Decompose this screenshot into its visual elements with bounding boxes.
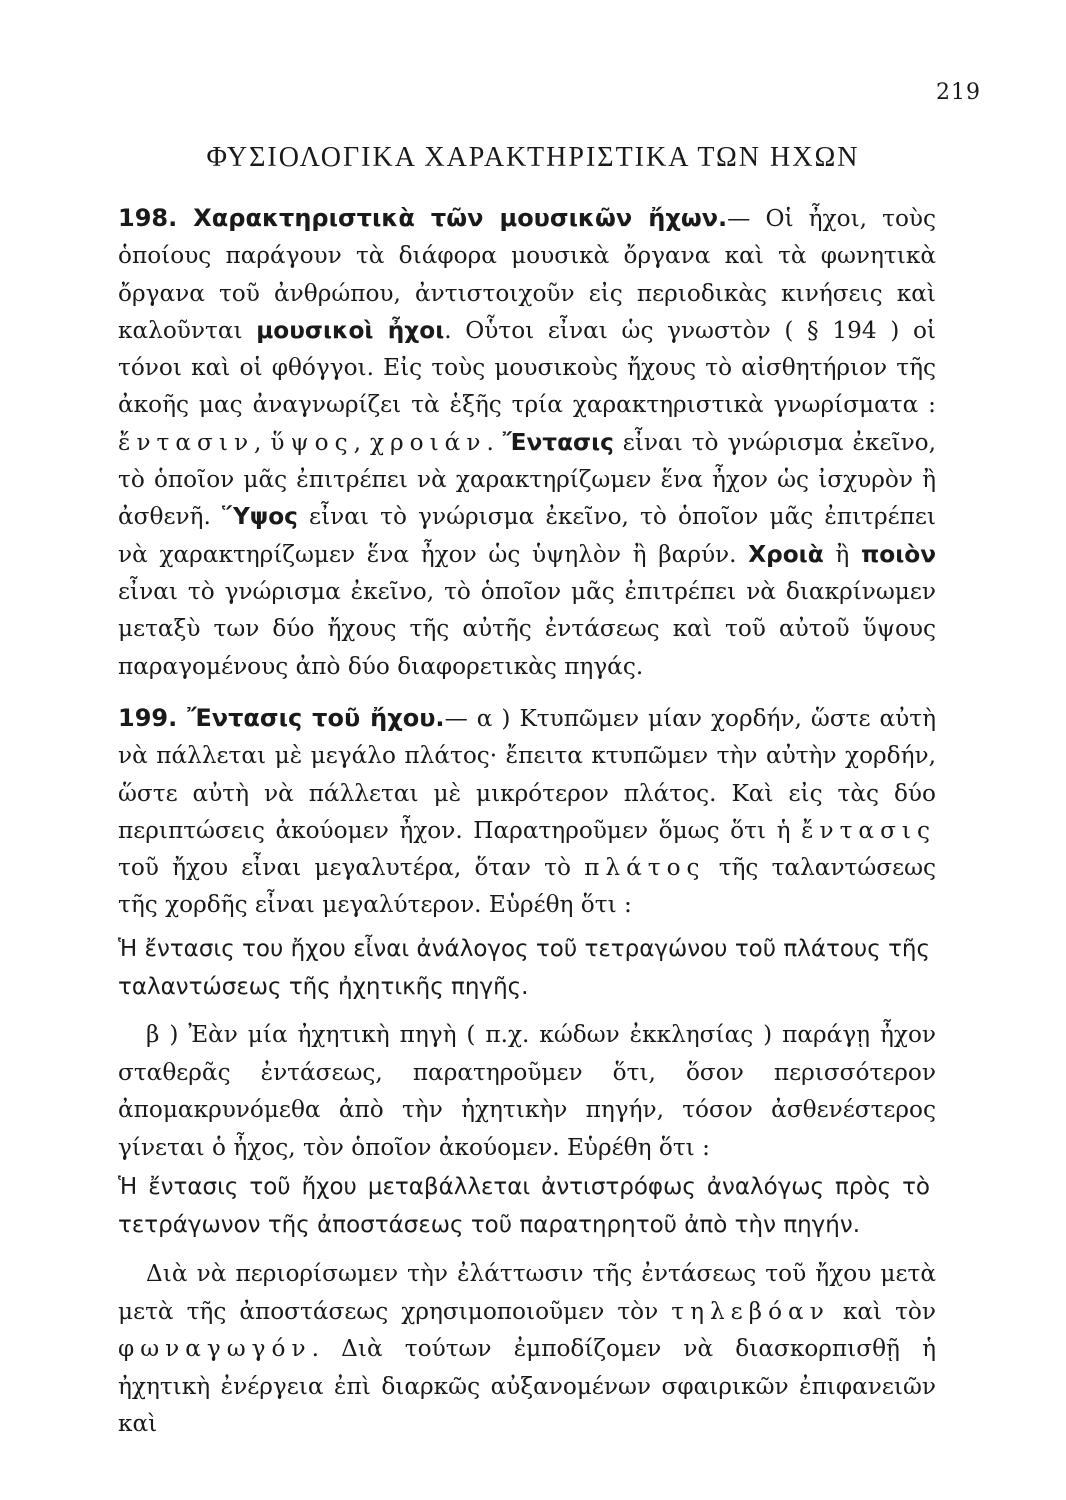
text-run: τῆς ταλαντώσεως τῆς χορδῆς εἶναι μεγαλύτερον. Εὑρέθη ὅτι : [118,854,937,919]
text-run: εἶναι τὸ γνώρισμα ἐκεῖνο, τὸ ὁποῖον μᾶς ἐπιτρέπει νὰ χαρακτηρίζωμεν ἕνα ἦχον ὡς ἰσχυρὸν ἢ ἀσθενῆ. [118,428,936,531]
text-run: . Οὗτοι εἶναι ὡς γνωστὸν ( § 194 ) οἱ τόνοι καὶ οἱ φθόγγοι. Εἰς τοὺς μουσικοὺς ἤχους τὸ αἰσθητήριον τῆς ἀκοῆς μας ἀναγνωρίζει τὰ ἑξῆς τρία χαρακτηριστικὰ γνωρίσματα : [118,316,936,419]
law-statement-distance: Ἡ ἔντασις τοῦ ἤχου μεταβάλλεται ἀντιστρόφως ἀναλόγως πρὸς τὸ τετράγωνον τῆς ἀποστάσεως τοῦ παρατηρητοῦ ἀπὸ τὴν πηγήν. [118,1174,930,1238]
paragraph-b: β ) Ἐὰν μία ἠχητικὴ πηγὴ ( π.χ. κώδων ἐκκλησίας ) παράγῃ ἦχον σταθερᾶς ἐντάσεως, παρατηροῦμεν ὅτι, ὅσον περισσότερον ἀπομακρυνόμεθα ἀπὸ τὴν ἠχητικὴν πηγήν, τόσον ἀσθενέστερος γίνεται ὁ ἦχος, τὸν ὁποῖον ἀκούομεν. Εὑρέθη ὅτι : [118,1021,936,1161]
term-intensity: Ἔντασις [502,428,614,456]
term-quality: ποιὸν [860,540,936,568]
section-198-paragraph [118,200,936,685]
text-run: , [254,428,271,456]
section-199-heading: 199. Ἔντασις τοῦ ἤχου. [118,704,445,732]
spaced-term-intensity: ἔντασιν [118,428,255,456]
section-198-heading: 198. Χαρακτηριστικὰ τῶν μουσικῶν ἤχων. [118,204,728,232]
term-pitch: Ὕψος [222,503,298,531]
text-run: , [353,428,370,456]
text-run: . [486,428,503,456]
text-run: Διὰ νὰ περιορίσωμεν τὴν ἐλάττωσιν τῆς ἐντάσεως τοῦ ἤχου μετὰ μετὰ τῆς ἀποστάσεως χρησιμοποιοῦμεν τὸν [118,1260,936,1325]
term-timbre: Χροιὰ [748,540,824,568]
page-number: 219 [936,80,981,105]
text-run: — Οἱ ἦχοι, τοὺς ὁποίους παράγουν τὰ διάφορα μουσικὰ ὄργανα καὶ τὰ φωνητικὰ ὄργανα τοῦ ἀνθρώπου, ἀντιστοιχοῦν εἰς περιοδικὰς κινήσεις καὶ καλοῦνται [118,205,936,344]
chapter-title: ΦΥΣΙΟΛΟΓΙΚΑ ΧΑΡΑΚΤΗΡΙΣΤΙΚΑ ΤΩΝ ΗΧΩΝ [206,142,860,173]
section-199-paragraph [118,700,936,924]
text-run: τοῦ ἤχου εἶναι μεγαλυτέρα, ὅταν τὸ [118,854,585,882]
spaced-term-speaking-tube: φωναγωγόν [118,1335,312,1362]
spaced-term-intensity: ἔντασις [801,816,936,844]
text-run: καὶ τὸν [829,1297,936,1325]
text-run: εἶναι τὸ γνώρισμα ἐκεῖνο, τὸ ὁποῖον μᾶς ἐπιτρέπει νὰ χαρακτηρίζωμεν ἕνα ἦχον ὡς ὑψηλὸν ἢ βαρύν. [118,503,936,568]
spaced-term-timbre: χροιάν [369,428,487,456]
text-run: — α ) Κτυπῶμεν μίαν χορδήν, ὥστε αὐτὴ νὰ πάλλεται μὲ μεγάλο πλάτος· ἔπειτα κτυπῶμεν τὴν αὐτὴν χορδήν, ὥστε αὐτὴ νὰ πάλλεται μὲ μικρότερον πλάτος. Καὶ εἰς τὰς δύο περιπτώσεις ἀκούομεν ἦχον. Παρατηροῦμεν ὅμως ὅτι ἡ [118,705,936,844]
paragraph-megaphone [118,1255,936,1443]
spaced-term-pitch: ὕψος [270,428,354,456]
term-musical-sounds: μουσικοὶ ἦχοι [256,316,445,344]
law-statement-amplitude: Ἡ ἔντασις του ἤχου εἶναι ἀνάλογος τοῦ τετραγώνου τοῦ πλάτους τῆς ταλαντώσεως τῆς ἠχητικῆς πηγῆς. [118,936,930,1000]
text-run: εἶναι τὸ γνώρισμα ἐκεῖνο, τὸ ὁποῖον μᾶς ἐπιτρέπει νὰ διακρίνωμεν μεταξὺ των δύο ἤχους τῆς αὐτῆς ἐντάσεως καὶ τοῦ αὐτοῦ ὕψους παραγομένους ἀπὸ δύο διαφορετικὰς πηγάς. [118,577,936,680]
text-run: . Διὰ τούτων ἐμποδίζομεν νὰ διασκορπισθῇ ἡ ἠχητικὴ ἐνέργεια ἐπὶ διαρκῶς αὐξανομένων σφαιρικῶν ἐπιφανειῶν καὶ [118,1335,936,1437]
text-run: ἢ [823,540,861,568]
spaced-term-amplitude: πλάτος [584,854,706,882]
spaced-term-megaphone: τηλεβόαν [671,1297,830,1325]
